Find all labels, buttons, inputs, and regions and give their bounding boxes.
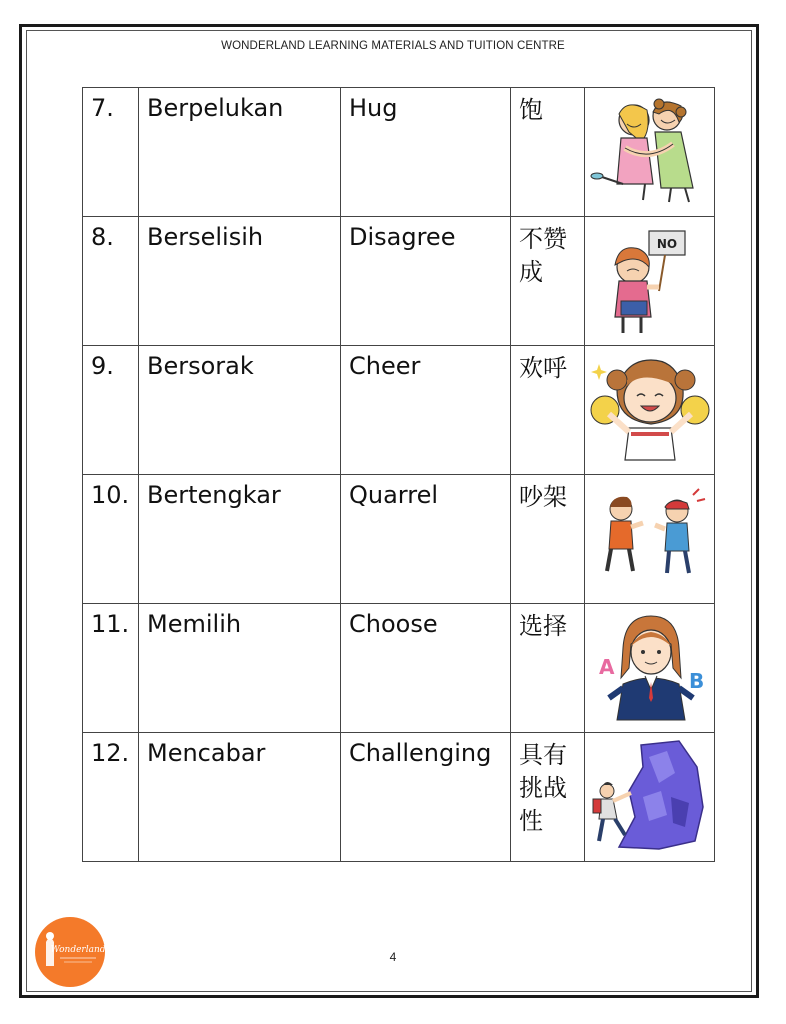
chinese-word: 饱 <box>511 88 585 217</box>
table-row <box>83 604 715 733</box>
chinese-word: 不赞成 <box>511 217 585 346</box>
row-number: 7. <box>83 88 139 217</box>
illustration-cell <box>585 733 715 862</box>
illustration-cell <box>585 88 715 217</box>
illustration-cell <box>585 346 715 475</box>
sign-text: NO <box>656 237 678 251</box>
illustration-cell <box>585 604 715 733</box>
vocabulary-table <box>82 87 715 862</box>
malay-word: Berpelukan <box>139 88 341 217</box>
row-number: 9. <box>83 346 139 475</box>
table-row <box>83 733 715 862</box>
row-number: 10. <box>83 475 139 604</box>
malay-word: Memilih <box>139 604 341 733</box>
english-word: Challenging <box>341 733 511 862</box>
chinese-word: 具有挑战性 <box>511 733 585 862</box>
choice-a-label: A <box>599 655 615 679</box>
girl-choosing-ab-icon <box>589 608 711 728</box>
chinese-word: 欢呼 <box>511 346 585 475</box>
malay-word: Mencabar <box>139 733 341 862</box>
girl-no-sign-icon <box>589 221 711 341</box>
chinese-word: 选择 <box>511 604 585 733</box>
malay-word: Berselisih <box>139 217 341 346</box>
wonderland-logo <box>34 916 106 988</box>
row-number: 8. <box>83 217 139 346</box>
malay-word: Bertengkar <box>139 475 341 604</box>
malay-word: Bersorak <box>139 346 341 475</box>
table-row <box>83 475 715 604</box>
table-row <box>83 346 715 475</box>
chinese-word: 吵架 <box>511 475 585 604</box>
rock-climber-icon <box>589 737 711 857</box>
illustration-cell <box>585 217 715 346</box>
table-row <box>83 217 715 346</box>
choice-b-label: B <box>689 669 705 693</box>
english-word: Disagree <box>341 217 511 346</box>
logo-text: Wonderland <box>50 945 106 955</box>
row-number: 12. <box>83 733 139 862</box>
english-word: Hug <box>341 88 511 217</box>
illustration-cell <box>585 475 715 604</box>
page-number: 4 <box>389 950 397 964</box>
hugging-girls-icon <box>589 92 711 212</box>
table-row <box>83 88 715 217</box>
english-word: Quarrel <box>341 475 511 604</box>
english-word: Choose <box>341 604 511 733</box>
cheerleader-girl-icon <box>589 350 711 470</box>
page-header: WONDERLAND LEARNING MATERIALS AND TUITION CENTRE <box>221 40 565 52</box>
row-number: 11. <box>83 604 139 733</box>
english-word: Cheer <box>341 346 511 475</box>
boys-quarrel-icon <box>589 479 711 599</box>
